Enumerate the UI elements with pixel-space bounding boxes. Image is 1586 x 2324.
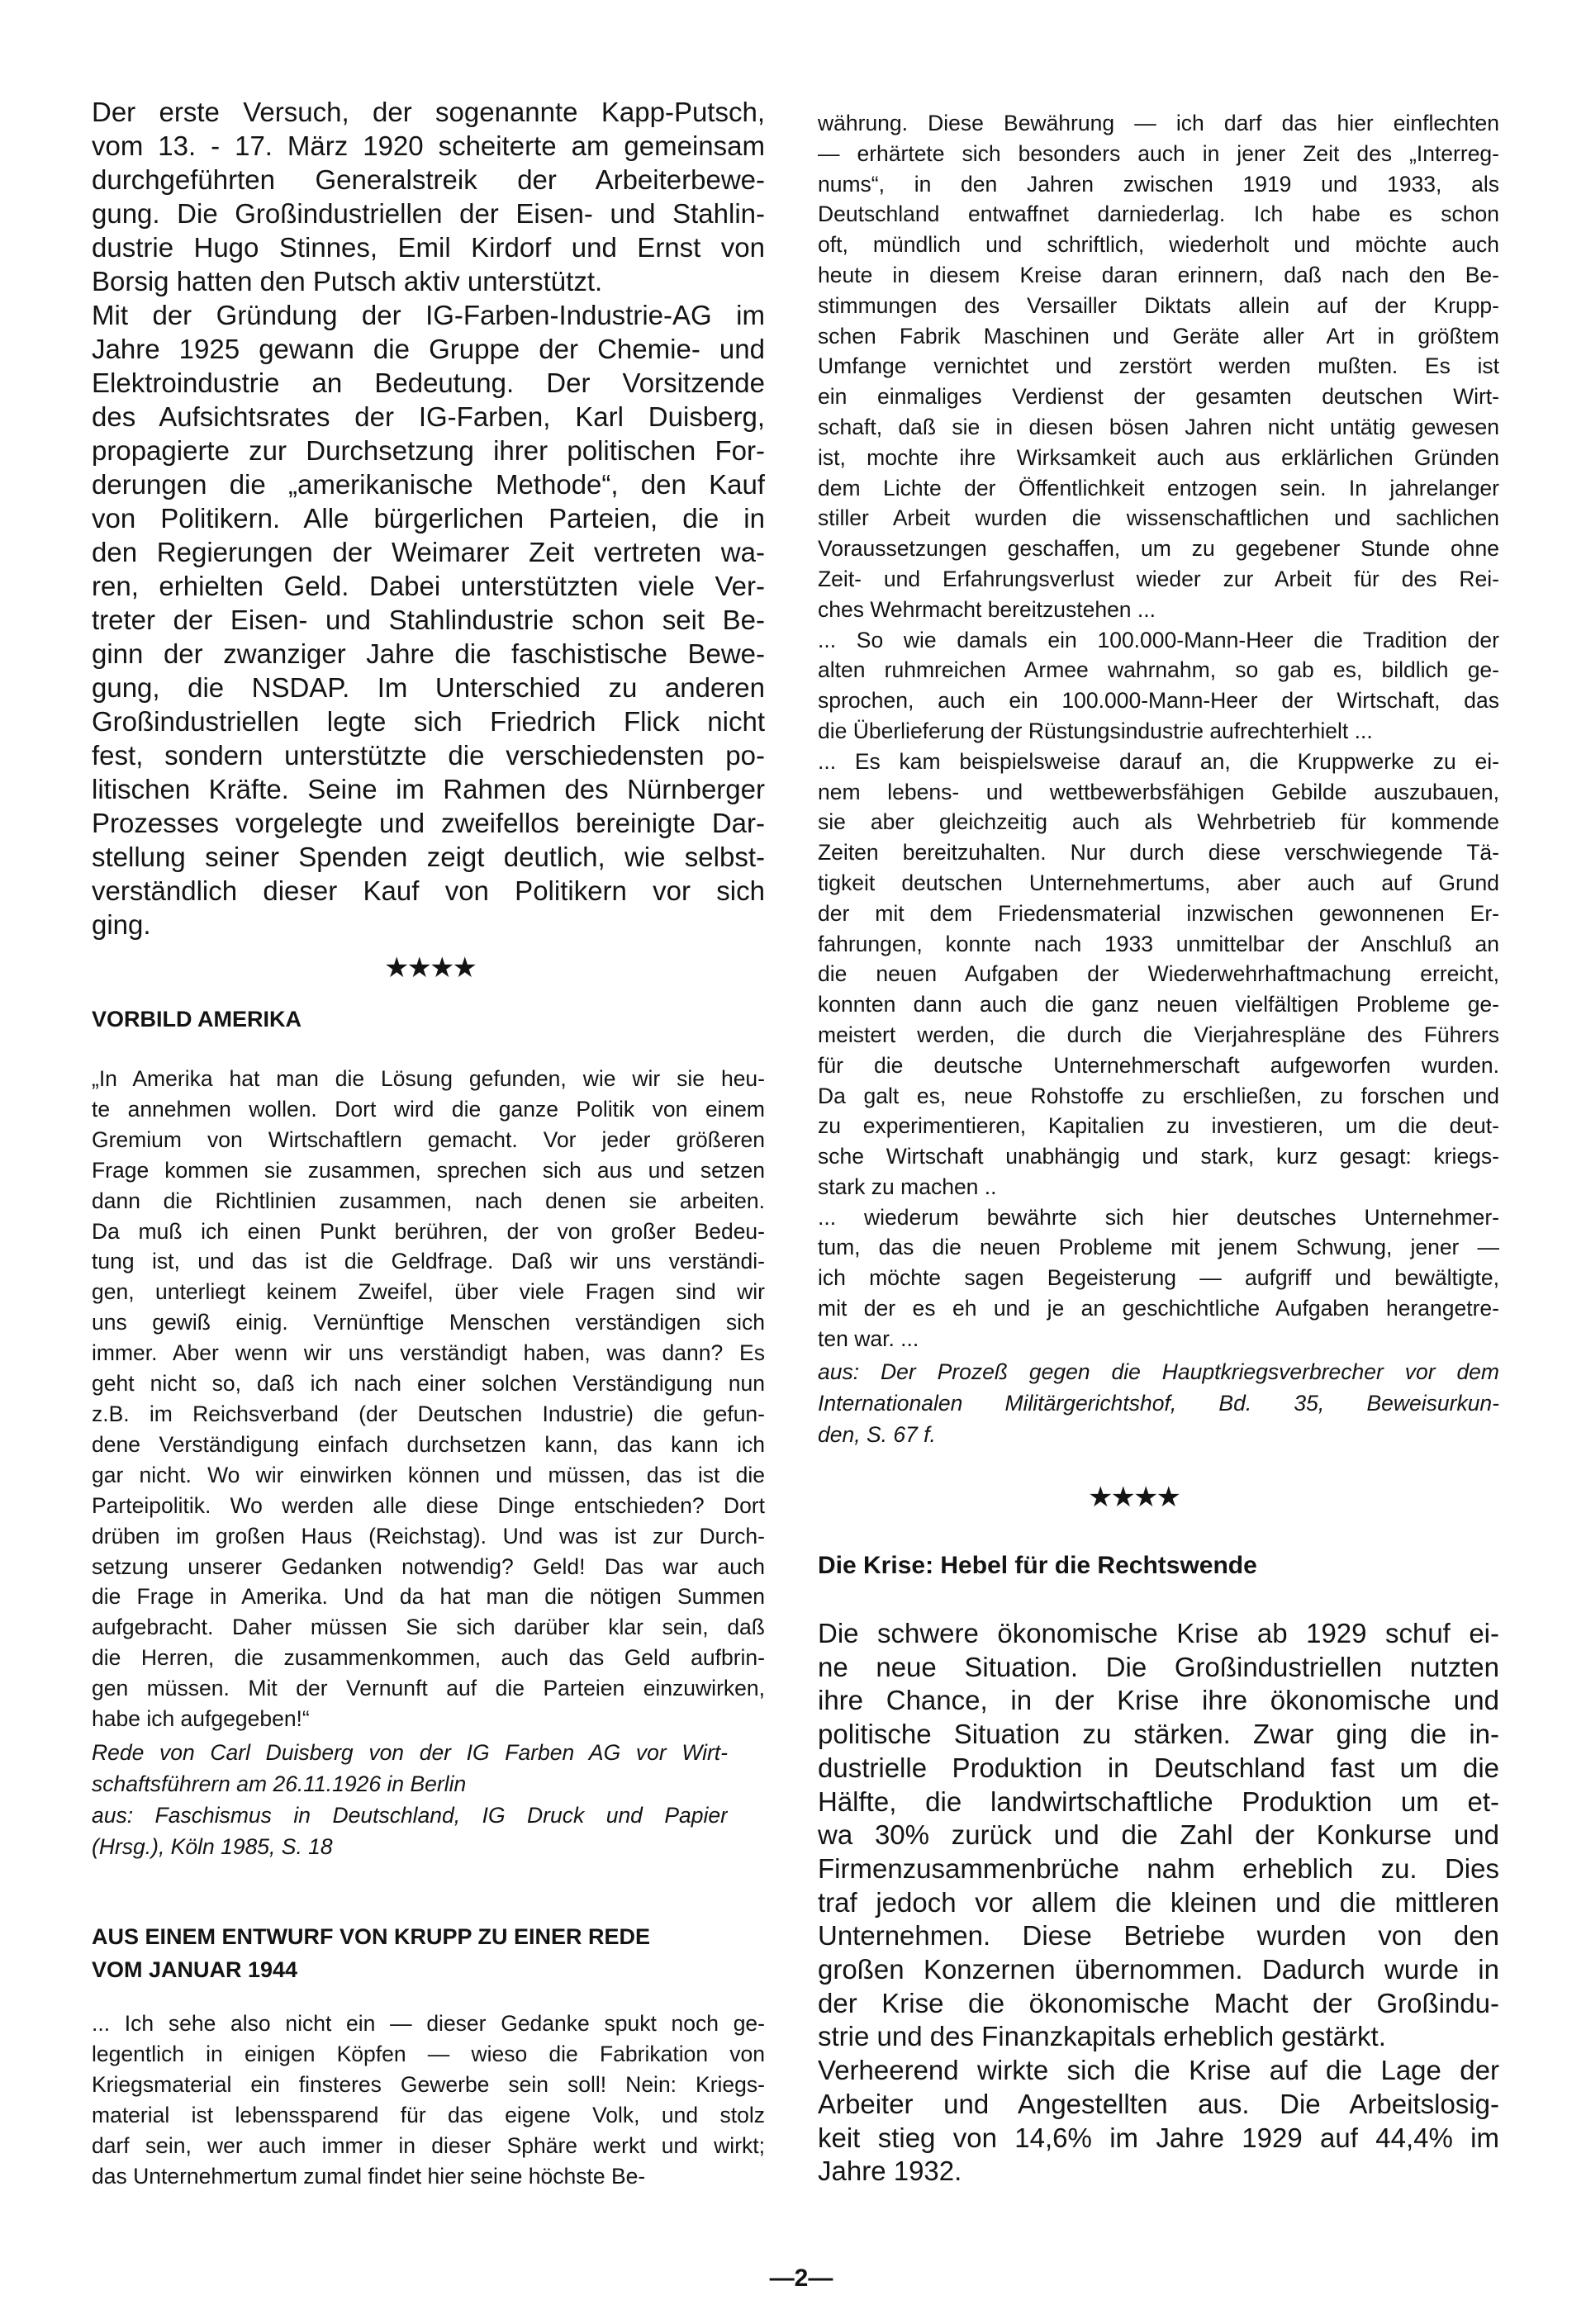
text-line: ches Wehrmacht bereitzustehen ...: [818, 596, 1156, 622]
text-line: Der erste Versuch, der sogenannte Kapp-Putsch,: [92, 97, 765, 127]
text-line: heute in diesem Kreise daran erinnern, daß nach den Be-: [818, 262, 1499, 287]
text-line: Firmenzusammenbrüche nahm erheblich zu. Dies: [818, 1852, 1499, 1884]
text-line: dem Lichte der Öffentlichkeit entzogen sein. In jahrelanger: [818, 475, 1499, 500]
text-line: konnten dann auch die ganz neuen vielfältigen Probleme ge-: [818, 992, 1499, 1017]
text-line: Zeit- und Erfahrungsverlust wieder zur Arbeit für des Rei-: [818, 566, 1499, 591]
text-line: die Herren, die zusammenkommen, auch das Geld aufbrin-: [92, 1645, 765, 1671]
text-line: dann die Richtlinien zusammen, nach denen sie arbeiten.: [92, 1188, 765, 1213]
text-line: tigkeit deutschen Unternehmertums, aber auch auf Grund: [818, 870, 1499, 895]
text-line: Internationalen Militärgerichtshof, Bd. 35, Beweisurkun-: [818, 1391, 1499, 1416]
text-line: „In Amerika hat man die Lösung gefunden, wie wir sie heu-: [92, 1066, 765, 1091]
text-line: Verheerend wirkte sich die Krise auf die Lage der: [818, 2055, 1499, 2086]
text-line: schaft, daß sie in diesen bösen Jahren nicht untätig gewesen: [818, 414, 1499, 439]
text-line: sie aber gleichzeitig auch als Wehrbetrieb für kommende: [818, 809, 1499, 835]
text-line: aus: Faschismus in Deutschland, IG Druck und Papier: [92, 1803, 728, 1828]
text-line: z.B. im Reichsverband (der Deutschen Industrie) die gefun-: [92, 1401, 765, 1426]
text-line: Rede von Carl Duisberg von der IG Farben AG vor Wirt-: [92, 1740, 728, 1765]
text-line: schen Fabrik Maschinen und Geräte aller Art in größtem: [818, 323, 1499, 349]
text-line: setzung unserer Gedanken notwendig? Geld! Das war auch: [92, 1553, 765, 1579]
heading-krupp-entwurf: [92, 1920, 650, 1986]
text-line: ... Ich sehe also nicht ein — dieser Gedanke spukt noch ge-: [92, 2011, 765, 2036]
text-line: die neuen Aufgaben der Wiederwehrhaftmachung erreicht,: [818, 961, 1499, 987]
text-line: den, S. 67 f.: [818, 1422, 936, 1447]
text-line: sche Wirtschaft unabhängig und stark, kurz gesagt: kriegs-: [818, 1144, 1499, 1169]
text-line: traf jedoch vor allem die kleinen und die mittleren: [818, 1886, 1499, 1918]
text-line: Voraussetzungen geschaffen, um zu gegebener Stunde ohne: [818, 536, 1499, 562]
text-line: fahrungen, konnte nach 1933 unmittelbar der Anschluß an: [818, 931, 1499, 956]
text-line: stark zu machen ..: [818, 1174, 997, 1199]
text-line: mit der es eh und je an geschichtliche Aufgaben herangetre-: [818, 1296, 1499, 1321]
heading-line: VOM JANUAR 1944: [92, 1957, 298, 1982]
text-line: ich möchte sagen Begeisterung — aufgriff und bewältigte,: [818, 1265, 1499, 1291]
text-line: immer. Aber wenn wir uns verständigt haben, was dann? Es: [92, 1340, 765, 1366]
text-line: wa 30% zurück und die Zahl der Konkurse und: [818, 1819, 1499, 1851]
text-line: die Überlieferung der Rüstungsindustrie aufrechterhielt ...: [818, 718, 1373, 743]
text-line: gung, die NSDAP. Im Unterschied zu anderen: [92, 672, 765, 703]
text-line: Zeiten bereitzuhalten. Nur durch diese verschwiegende Tä-: [818, 840, 1499, 866]
krupp-text-right: [818, 108, 1499, 1354]
text-line: Unternehmen. Diese Betriebe wurden von den: [818, 1920, 1499, 1952]
page-number: —2—: [769, 2265, 833, 2292]
text-line: nem lebens- und wettbewerbsfähigen Gebilde auszubauen,: [818, 779, 1499, 804]
text-line: ... Es kam beispielsweise darauf an, die Kruppwerke zu ei-: [818, 748, 1499, 774]
krupp-source: [818, 1356, 1499, 1450]
text-line: gung. Die Großindustriellen der Eisen- und Stahlin-: [92, 198, 765, 229]
text-line: ginn der zwanziger Jahre die faschistische Bewe-: [92, 638, 765, 669]
text-line: gen müssen. Mit der Vernunft auf die Parteien einzuwirken,: [92, 1676, 765, 1701]
text-line: Da muß ich einen Punkt berühren, der von großer Bedeu-: [92, 1218, 765, 1244]
text-line: Gremium von Wirtschaftlern gemacht. Vor jeder größeren: [92, 1126, 765, 1152]
text-line: ten war. ...: [818, 1326, 919, 1351]
text-line: (Hrsg.), Köln 1985, S. 18: [92, 1834, 333, 1859]
text-line: währung. Diese Bewährung — ich darf das hier einflechten: [818, 111, 1499, 135]
intro-text: [92, 95, 765, 941]
text-line: aus: Der Prozeß gegen die Hauptkriegsverbrecher vor dem: [818, 1359, 1499, 1384]
text-line: nums“, in den Jahren zwischen 1919 und 1933, als: [818, 171, 1499, 197]
text-line: alten ruhmreichen Armee wahrnahm, so gab es, bildlich ge-: [818, 657, 1499, 683]
text-line: legentlich in einigen Köpfen — wieso die Fabrikation von: [92, 2041, 765, 2066]
text-line: von Politikern. Alle bürgerlichen Parteien, die in: [92, 503, 765, 534]
text-line: dustrielle Produktion in Deutschland fast um die: [818, 1752, 1499, 1783]
text-line: habe ich aufgegeben!“: [92, 1706, 310, 1732]
text-line: Jahre 1932.: [818, 2156, 962, 2187]
text-line: Frage kommen sie zusammen, sprechen sich aus und setzen: [92, 1157, 765, 1183]
text-line: stimmungen des Versailler Diktats allein auf der Krupp-: [818, 292, 1499, 318]
text-line: drüben im großen Haus (Reichstag). Und was ist zur Durch-: [92, 1523, 765, 1549]
krise-text: [818, 1617, 1499, 2189]
text-line: gar nicht. Wo wir einwirken können und müssen, das ist die: [92, 1462, 765, 1487]
text-line: den Regierungen der Weimarer Zeit vertreten wa-: [92, 537, 765, 567]
duisberg-source: [92, 1737, 728, 1862]
text-line: keit stieg von 14,6% im Jahre 1929 auf 44,4% im: [818, 2122, 1499, 2153]
section-divider-stars: ★★★★: [1088, 1482, 1179, 1513]
text-line: durchgeführten Generalstreik der Arbeiterbewe-: [92, 164, 765, 195]
text-line: der Krise die ökonomische Macht der Großindu-: [818, 1987, 1499, 2018]
text-line: ihre Chance, in der Krise ihre ökonomische und: [818, 1685, 1499, 1716]
krupp-text-left: [92, 2009, 765, 2191]
duisberg-quote: [92, 1064, 765, 1734]
text-line: ... So wie damals ein 100.000-Mann-Heer die Tradition der: [818, 627, 1499, 652]
text-line: Elektroindustrie an Bedeutung. Der Vorsitzende: [92, 368, 765, 398]
text-line: oft, mündlich und schriftlich, wiederholt und möchte auch: [818, 232, 1499, 258]
text-line: Prozesses vorgelegte und zweifellos bereinigte Dar-: [92, 808, 765, 838]
text-line: treter der Eisen- und Stahlindustrie schon seit Be-: [92, 605, 765, 635]
text-line: tum, das die neuen Probleme mit jenem Schwung, jener —: [818, 1235, 1499, 1260]
text-line: ist, mochte ihre Wirksamkeit auch aus erklärlichen Gründen: [818, 444, 1499, 470]
text-line: material ist lebenssparend für das eigene Volk, und stolz: [92, 2102, 765, 2127]
text-line: te annehmen wollen. Dort wird die ganze Politik von einem: [92, 1096, 765, 1122]
heading-vorbild-amerika: VORBILD AMERIKA: [92, 1007, 302, 1032]
section-divider-stars: ★★★★: [384, 952, 475, 984]
text-line: litischen Kräfte. Seine im Rahmen des Nürnberger: [92, 774, 765, 804]
text-line: darf sein, wer auch immer in dieser Sphäre werkt und wirkt;: [92, 2132, 765, 2158]
text-line: Umfange vernichtet und zerstört werden mußten. Es ist: [818, 353, 1499, 379]
text-line: meistert werden, die durch die Vierjahrespläne des Führers: [818, 1022, 1499, 1047]
text-line: für die deutsche Unternehmerschaft aufgeworfen wurden.: [818, 1052, 1499, 1078]
text-line: tung ist, und das ist die Geldfrage. Daß wir uns verständi-: [92, 1249, 765, 1274]
text-line: derungen die „amerikanische Methode“, den Kauf: [92, 469, 765, 500]
text-line: stellung seiner Spenden zeigt deutlich, wie selbst-: [92, 842, 765, 872]
text-line: Arbeiter und Angestellten aus. Die Arbeitslosig-: [818, 2088, 1499, 2119]
text-line: uns gewiß einig. Vernünftige Menschen verständigen sich: [92, 1310, 765, 1335]
text-line: zu experimentieren, Kapitalien zu investieren, um die deut-: [818, 1113, 1499, 1139]
text-line: Großindustriellen legte sich Friedrich Flick nicht: [92, 706, 765, 737]
text-line: Borsig hatten den Putsch aktiv unterstützt.: [92, 266, 603, 296]
text-line: stiller Arbeit wurden die wissenschaftlichen und sachlichen: [818, 505, 1499, 531]
text-line: schaftsführern am 26.11.1926 in Berlin: [92, 1771, 467, 1796]
text-line: ren, erhielten Geld. Dabei unterstützten viele Ver-: [92, 571, 765, 601]
text-line: Hälfte, die landwirtschaftliche Produktion um et-: [818, 1786, 1499, 1817]
text-line: großen Konzernen übernommen. Dadurch wurde in: [818, 1954, 1499, 1985]
text-line: aufgebracht. Daher müssen Sie sich darüber klar sein, daß: [92, 1615, 765, 1640]
text-line: Kriegsmaterial ein finsteres Gewerbe sein soll! Nein: Kriegs-: [92, 2071, 765, 2097]
text-line: ne neue Situation. Die Großindustriellen nutzten: [818, 1651, 1499, 1682]
text-line: Da galt es, neue Rohstoffe zu erschließen, zu forschen und: [818, 1083, 1499, 1108]
text-line: des Aufsichtsrates der IG-Farben, Karl Duisberg,: [92, 401, 765, 432]
text-line: Mit der Gründung der IG-Farben-Industrie-AG im: [92, 300, 765, 330]
text-line: — erhärtete sich besonders auch in jener Zeit des „Interreg-: [818, 140, 1499, 166]
text-line: sprochen, auch ein 100.000-Mann-Heer der Wirtschaft, das: [818, 688, 1499, 714]
text-line: politische Situation zu stärken. Zwar ging die in-: [818, 1719, 1499, 1750]
text-line: dene Verständigung einfach durchsetzen kann, das kann ich: [92, 1431, 765, 1457]
text-line: Deutschland entwaffnet darniederlag. Ich habe es schon: [818, 202, 1499, 227]
text-line: verständlich dieser Kauf von Politikern vor sich: [92, 875, 765, 906]
text-line: propagierte zur Durchsetzung ihrer politischen For-: [92, 435, 765, 466]
text-line: ein einmaliges Verdienst der gesamten deutschen Wirt-: [818, 384, 1499, 410]
text-line: strie und des Finanzkapitals erheblich gestärkt.: [818, 2021, 1386, 2052]
text-line: ging.: [92, 909, 151, 940]
heading-line: AUS EINEM ENTWURF VON KRUPP ZU EINER REDE: [92, 1924, 651, 1949]
text-line: der mit dem Friedensmaterial inzwischen gewonnenen Er-: [818, 900, 1499, 926]
text-line: Jahre 1925 gewann die Gruppe der Chemie- und: [92, 334, 765, 364]
text-line: die Frage in Amerika. Und da hat man die nötigen Summen: [92, 1584, 765, 1610]
text-line: fest, sondern unterstützte die verschiedensten po-: [92, 740, 765, 771]
text-line: Parteipolitik. Wo werden alle diese Dinge entschieden? Dort: [92, 1492, 765, 1518]
text-line: geht nicht so, daß ich nach einer solchen Verständigung nun: [92, 1371, 765, 1397]
text-line: dustrie Hugo Stinnes, Emil Kirdorf und Ernst von: [92, 232, 765, 263]
text-line: vom 13. - 17. März 1920 scheiterte am gemeinsam: [92, 130, 765, 161]
text-line: gen, unterliegt keinem Zweifel, über viele Fragen sind wir: [92, 1279, 765, 1305]
text-line: ... wiederum bewährte sich hier deutsches Unternehmer-: [818, 1204, 1499, 1230]
heading-die-krise: Die Krise: Hebel für die Rechtswende: [818, 1552, 1257, 1579]
text-line: Die schwere ökonomische Krise ab 1929 schuf ei-: [818, 1618, 1499, 1648]
text-line: das Unternehmertum zumal findet hier seine höchste Be-: [92, 2163, 646, 2189]
